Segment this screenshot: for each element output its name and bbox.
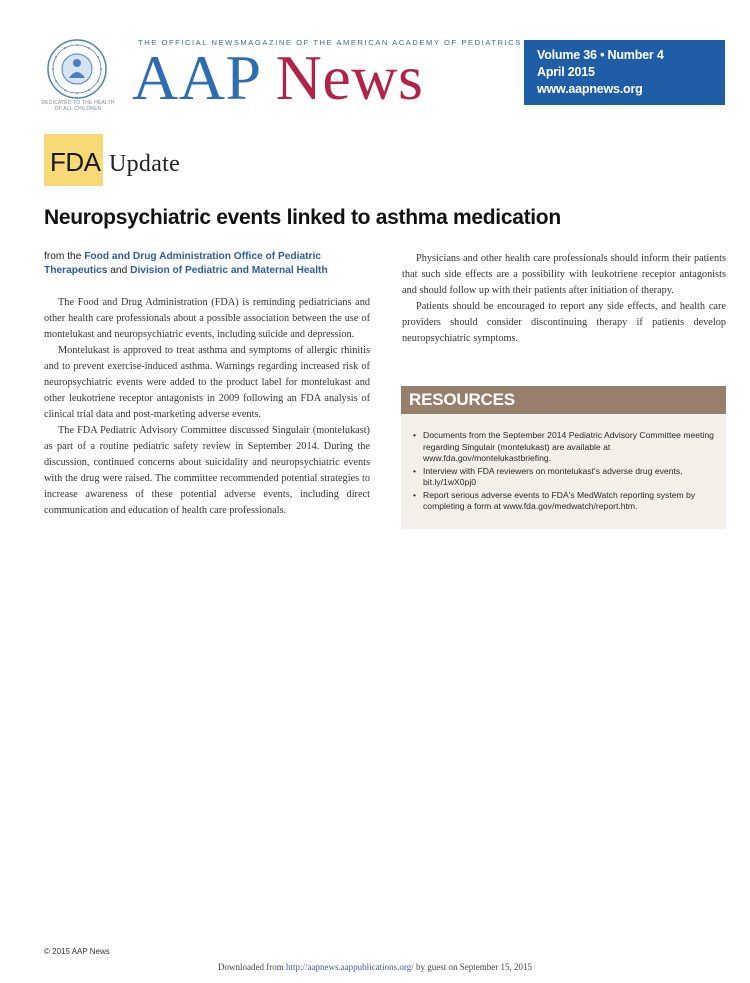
resources-list xyxy=(413,430,718,514)
aap-seal-logo xyxy=(46,38,108,100)
resources-title: RESOURCES xyxy=(409,390,515,409)
article-column-left xyxy=(44,295,370,519)
download-link[interactable]: http://aapnews.aappublications.org/ xyxy=(285,962,414,972)
resources-header xyxy=(401,386,726,414)
resources-panel xyxy=(401,386,726,529)
body-paragraph: The FDA Pediatric Advisory Committee discussed Singulair (montelukast) as part of a routine pediatric safety review in September 2014. During the discussion, continued concerns about suicidality and neuropsychiatric events with the drug were raised. The committee recommended potential strategies to increase awareness of these potential adverse events, including direct communication and education of health care professionals. xyxy=(44,425,370,516)
section-label: FDA xyxy=(50,147,101,177)
body-paragraph: Physicians and other health care professionals should inform their patients that such side effects are a possibility with leukotriene receptor antagonists and should follow up with their patients after initiation of therapy. xyxy=(402,253,726,296)
byline-org-dpmh: Division of Pediatric and Maternal Health xyxy=(130,265,328,276)
article-byline xyxy=(44,250,364,278)
aap-news-logo xyxy=(132,42,424,113)
resource-item: • Report serious adverse events to FDA's MedWatch reporting system by completing a form at www.fda.gov/medwatch/report.htm. xyxy=(413,490,718,513)
issue-volume: Volume 36 • Number 4 xyxy=(537,48,664,62)
resource-item: • Interview with FDA reviewers on montelukast's adverse drug events, bit.ly/1wX0pj0 xyxy=(413,466,718,489)
logo-news: News xyxy=(275,42,424,113)
download-notice xyxy=(0,962,750,972)
byline-org-opt: Food and Drug Administration Office of Pediatric Therapeutics xyxy=(44,251,321,276)
body-paragraph: The Food and Drug Administration (FDA) is reminding pediatricians and other health care professionals about a possible association between the use of montelukast and neuropsychiatric events, including suicide and depression. xyxy=(44,297,370,340)
copyright-notice: © 2015 AAP News xyxy=(44,947,110,956)
issue-date: April 2015 xyxy=(537,65,595,79)
logo-aap: AAP xyxy=(132,42,260,113)
body-paragraph: Patients should be encouraged to report any side effects, and health care providers should consider discontinuing therapy if patients develop neuropsychiatric symptoms. xyxy=(402,301,726,344)
resource-item: • Documents from the September 2014 Pediatric Advisory Committee meeting regarding Singulair (montelukast) are available at www.fda.gov/montelukastbriefing. xyxy=(413,430,718,465)
body-paragraph: Montelukast is approved to treat asthma and symptoms of allergic rhinitis and to prevent exercise-induced asthma. Warnings regarding increased risk of neuropsychiatric events were added to the product label for montelukast and other leukotriene receptor antagonists in 2009 following an FDA analysis of clinical trial data and post-marketing adverse events. xyxy=(44,345,370,420)
issue-website: www.aapnews.org xyxy=(537,82,643,96)
section-sublabel: Update xyxy=(109,151,181,177)
download-suffix: by guest on September 15, 2015 xyxy=(413,962,533,972)
byline-and: and xyxy=(107,265,131,276)
download-prefix: Downloaded from xyxy=(217,962,286,972)
byline-prefix: from the xyxy=(44,251,85,262)
masthead-tagline: THE OFFICIAL NEWSMAGAZINE OF THE AMERICAN ACADEMY OF PEDIATRICS xyxy=(138,38,522,47)
seal-caption: DEDICATED TO THE HEALTH OF ALL CHILDREN xyxy=(41,100,115,112)
article-headline: Neuropsychiatric events linked to asthma medication xyxy=(44,206,561,229)
article-column-right xyxy=(402,251,726,347)
issue-info-box xyxy=(524,40,725,105)
